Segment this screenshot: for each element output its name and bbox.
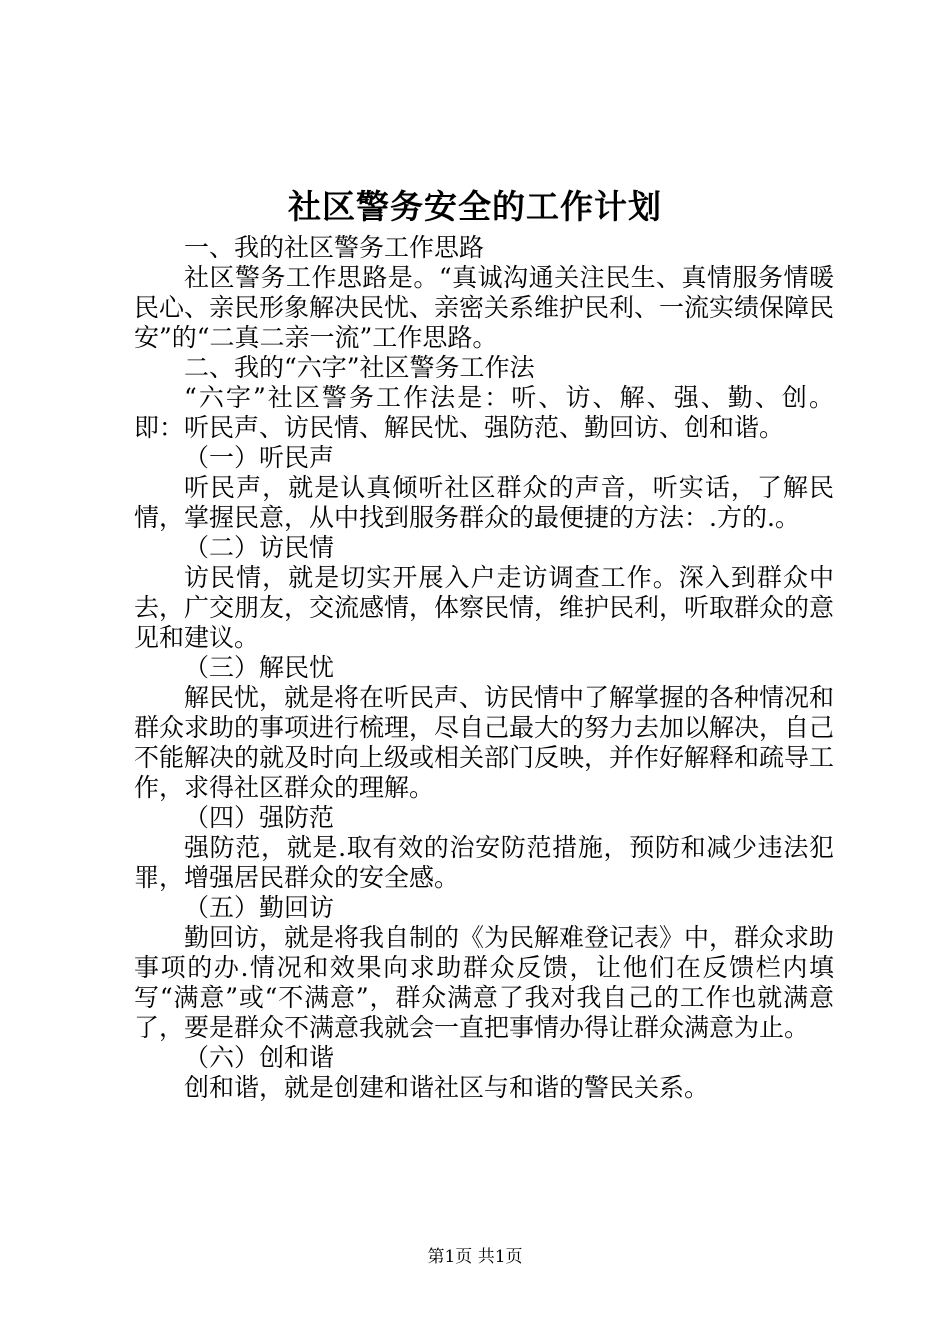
body-paragraph: 强防范，就是.取有效的治安防范措施，预防和减少违法犯罪，增强居民群众的安全感。 [134,833,834,892]
subsection-heading: （三）解民忧 [184,653,335,682]
subsection-heading: （四）强防范 [184,803,335,832]
body-paragraph: 社区警务工作思路是。“真诚沟通关注民生、真情服务情暖民心、亲民形象解决民忧、亲密关系维护民利、一流实绩保障民安”的“二真二亲一流”工作思路。 [134,263,835,352]
body-paragraph: 听民声，就是认真倾听社区群众的声音，听实话，了解民情，掌握民意，从中找到服务群众的最便捷的方法：.方的.。 [134,473,834,532]
section-heading: 一、我的社区警务工作思路 [184,233,485,262]
page-footer: 第1页 共1页 [427,1247,523,1267]
body-paragraph: 解民忧，就是将在听民声、访民情中了解掌握的各种情况和群众求助的事项进行梳理，尽自己最大的努力去加以解决，自己不能解决的就及时向上级或相关部门反映，并作好解释和疏导工作，求得社区群众的理解。 [134,683,835,802]
subsection-heading: （二）访民情 [184,533,335,562]
subsection-heading: （一）听民声 [184,443,335,472]
subsection-heading: （五）勤回访 [184,893,335,922]
body-paragraph: 创和谐，就是创建和谐社区与和谐的警民关系。 [184,1073,710,1102]
body-paragraph: 访民情，就是切实开展入户走访调查工作。深入到群众中去，广交朋友，交流感情，体察民情，维护民利，听取群众的意见和建议。 [134,563,835,652]
body-paragraph: 勤回访，就是将我自制的《为民解难登记表》中，群众求助事项的办.情况和效果向求助群众反馈，让他们在反馈栏内填写“满意”或“不满意”，群众满意了我对我自己的工作也就满意了，要是群众不满意我就会一直把事情办得让群众满意为止。 [134,923,835,1042]
document-body [134,233,834,1103]
subsection-heading: （六）创和谐 [184,1043,335,1072]
body-paragraph: “六字”社区警务工作法是：听、访、解、强、勤、创。即：听民声、访民情、解民忧、强防范、勤回访、创和谐。 [134,383,834,442]
document-title: 社区警务安全的工作计划 [288,187,662,226]
section-heading: 二、我的“六字”社区警务工作法 [184,353,535,382]
